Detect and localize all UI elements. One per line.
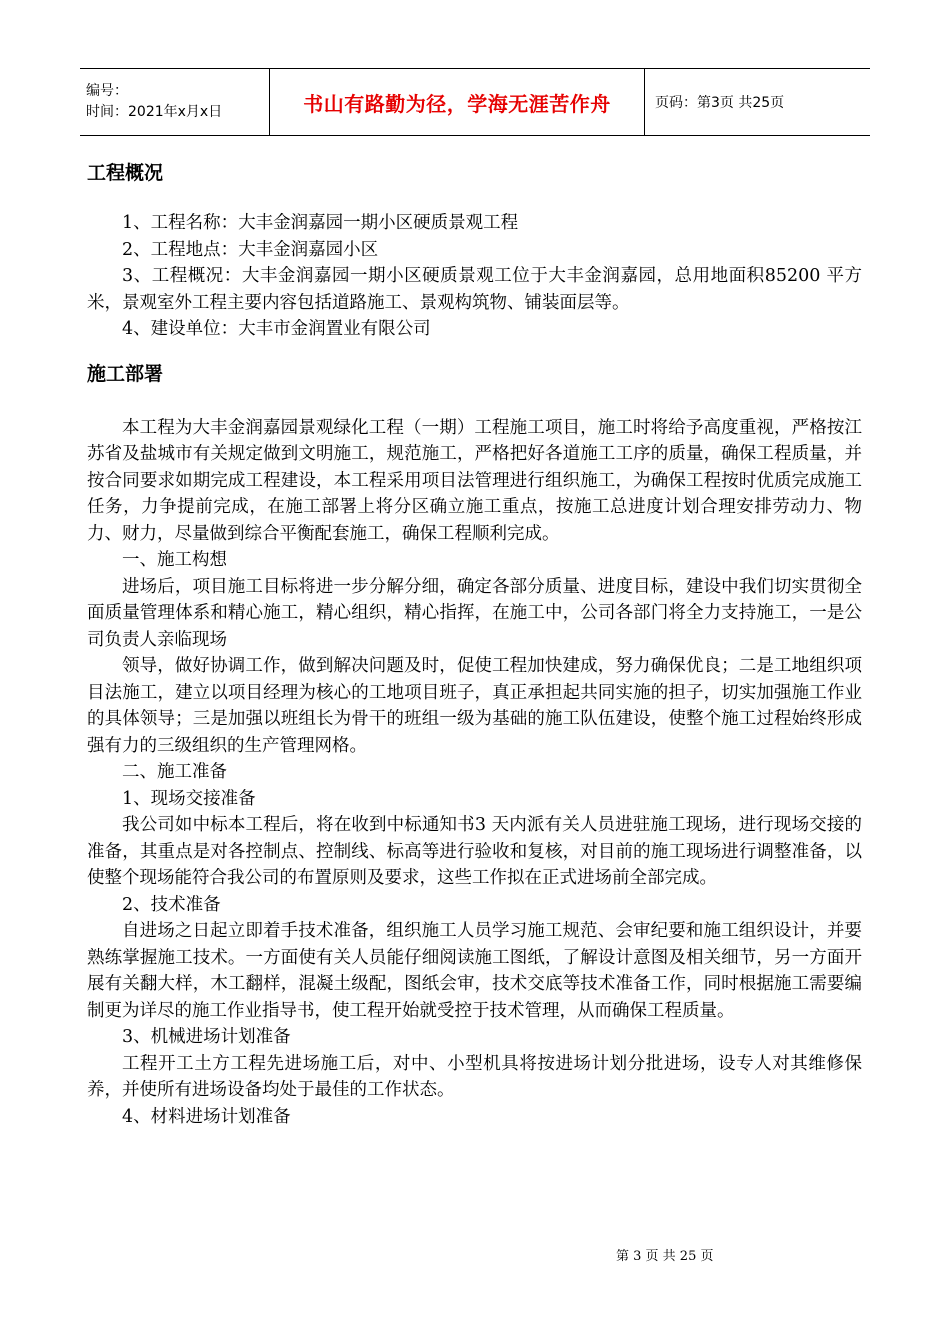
- header-meta: [80, 69, 270, 135]
- deployment-paragraph: 本工程为大丰金润嘉园景观绿化工程（一期）工程施工项目，施工时将给予高度重视，严格按江苏省及盐城市有关规定做到文明施工，规范施工，严格把好各道施工工序的质量，确保工程质量，并按合同要求如期完成工程建设，本工程采用项目法管理进行组织施工，为确保工程按时优质完成施工任务，力争提前完成，在施工部署上将分区确立施工重点，按施工总进度计划合理安排劳动力、物力、财力，尽量做到综合平衡配套施工，确保工程顺利完成。: [87, 417, 862, 544]
- header-page-number: 页码：第3页 共25页: [655, 95, 785, 111]
- subheading-technical: 2、技术准备: [122, 894, 221, 915]
- overview-item: 1、工程名称：大丰金润嘉园一期小区硬质景观工程: [122, 213, 519, 233]
- document-date: 时间：2021年x月x日: [86, 104, 223, 120]
- overview-item: 3、工程概况：大丰金润嘉园一期小区硬质景观工位于大丰金润嘉园，总用地面积85200 平方米，景观室外工程主要内容包括道路施工、景观构筑物、铺装面层等。: [87, 266, 862, 313]
- subheading-concept: 一、施工构想: [122, 550, 227, 570]
- section-title-overview: 工程概况: [87, 162, 164, 184]
- overview-item: 4、建设单位：大丰市金润置业有限公司: [122, 319, 431, 339]
- footer-page-number: 第 3 页 共 25 页: [616, 1249, 714, 1264]
- subheading-materials: 4、材料进场计划准备: [122, 1106, 291, 1127]
- header-page-cell: [645, 69, 870, 135]
- deployment-paragraph: 我公司如中标本工程后，将在收到中标通知书3 天内派有关人员进驻施工现场，进行现场交接的准备，其重点是对各控制点、控制线、标高等进行验收和复核，对目前的施工现场进行调整准备，以使整个现场能符合我公司的布置原则及要求，这些工作拟在正式进场前全部完成。: [87, 815, 862, 888]
- deployment-paragraph: 自进场之日起立即着手技术准备，组织施工人员学习施工规范、会审纪要和施工组织设计，并要熟练掌握施工技术。一方面使有关人员能仔细阅读施工图纸，了解设计意图及相关细节，另一方面开展有关翻大样，木工翻样，混凝土级配，图纸会审，技术交底等技术准备工作，同时根据施工需要编制更为详尽的施工作业指导书，使工程开始就受控于技术管理，从而确保工程质量。: [87, 921, 862, 1021]
- deployment-paragraph: 工程开工土方工程先进场施工后，对中、小型机具将按进场计划分批进场，设专人对其维修保养，并使所有进场设备均处于最佳的工作状态。: [87, 1053, 862, 1100]
- section-title-deployment: 施工部署: [87, 362, 164, 385]
- deployment-paragraph: 领导，做好协调工作，做到解决问题及时，促使工程加快建成，努力确保优良；二是工地组织项目法施工，建立以项目经理为核心的工地项目班子，真正承担起共同实施的担子，切实加强施工作业的具体领导；三是加强以班组长为骨干的班组一级为基础的施工队伍建设，使整个施工过程始终形成强有力的三级组织的生产管理网格。: [87, 656, 862, 756]
- subheading-site-handover: 1、现场交接准备: [122, 788, 256, 809]
- document-number: 编号：: [86, 83, 128, 99]
- subheading-preparation: 二、施工准备: [122, 762, 227, 782]
- header-motto: 书山有路勤为径，学海无涯苦作舟: [303, 91, 611, 116]
- subheading-machinery: 3、机械进场计划准备: [122, 1027, 291, 1047]
- document-body: [87, 150, 862, 1130]
- overview-item: 2、工程地点：大丰金润嘉园小区: [122, 239, 379, 260]
- deployment-paragraph: 进场后，项目施工目标将进一步分解分细，确定各部分质量、进度目标，建设中我们切实贯彻全面质量管理体系和精心施工，精心组织，精心指挥，在施工中，公司各部门将全力支持施工，一是公司负责人亲临现场: [87, 576, 862, 650]
- header-motto-cell: [270, 69, 645, 135]
- page-header: [80, 68, 870, 136]
